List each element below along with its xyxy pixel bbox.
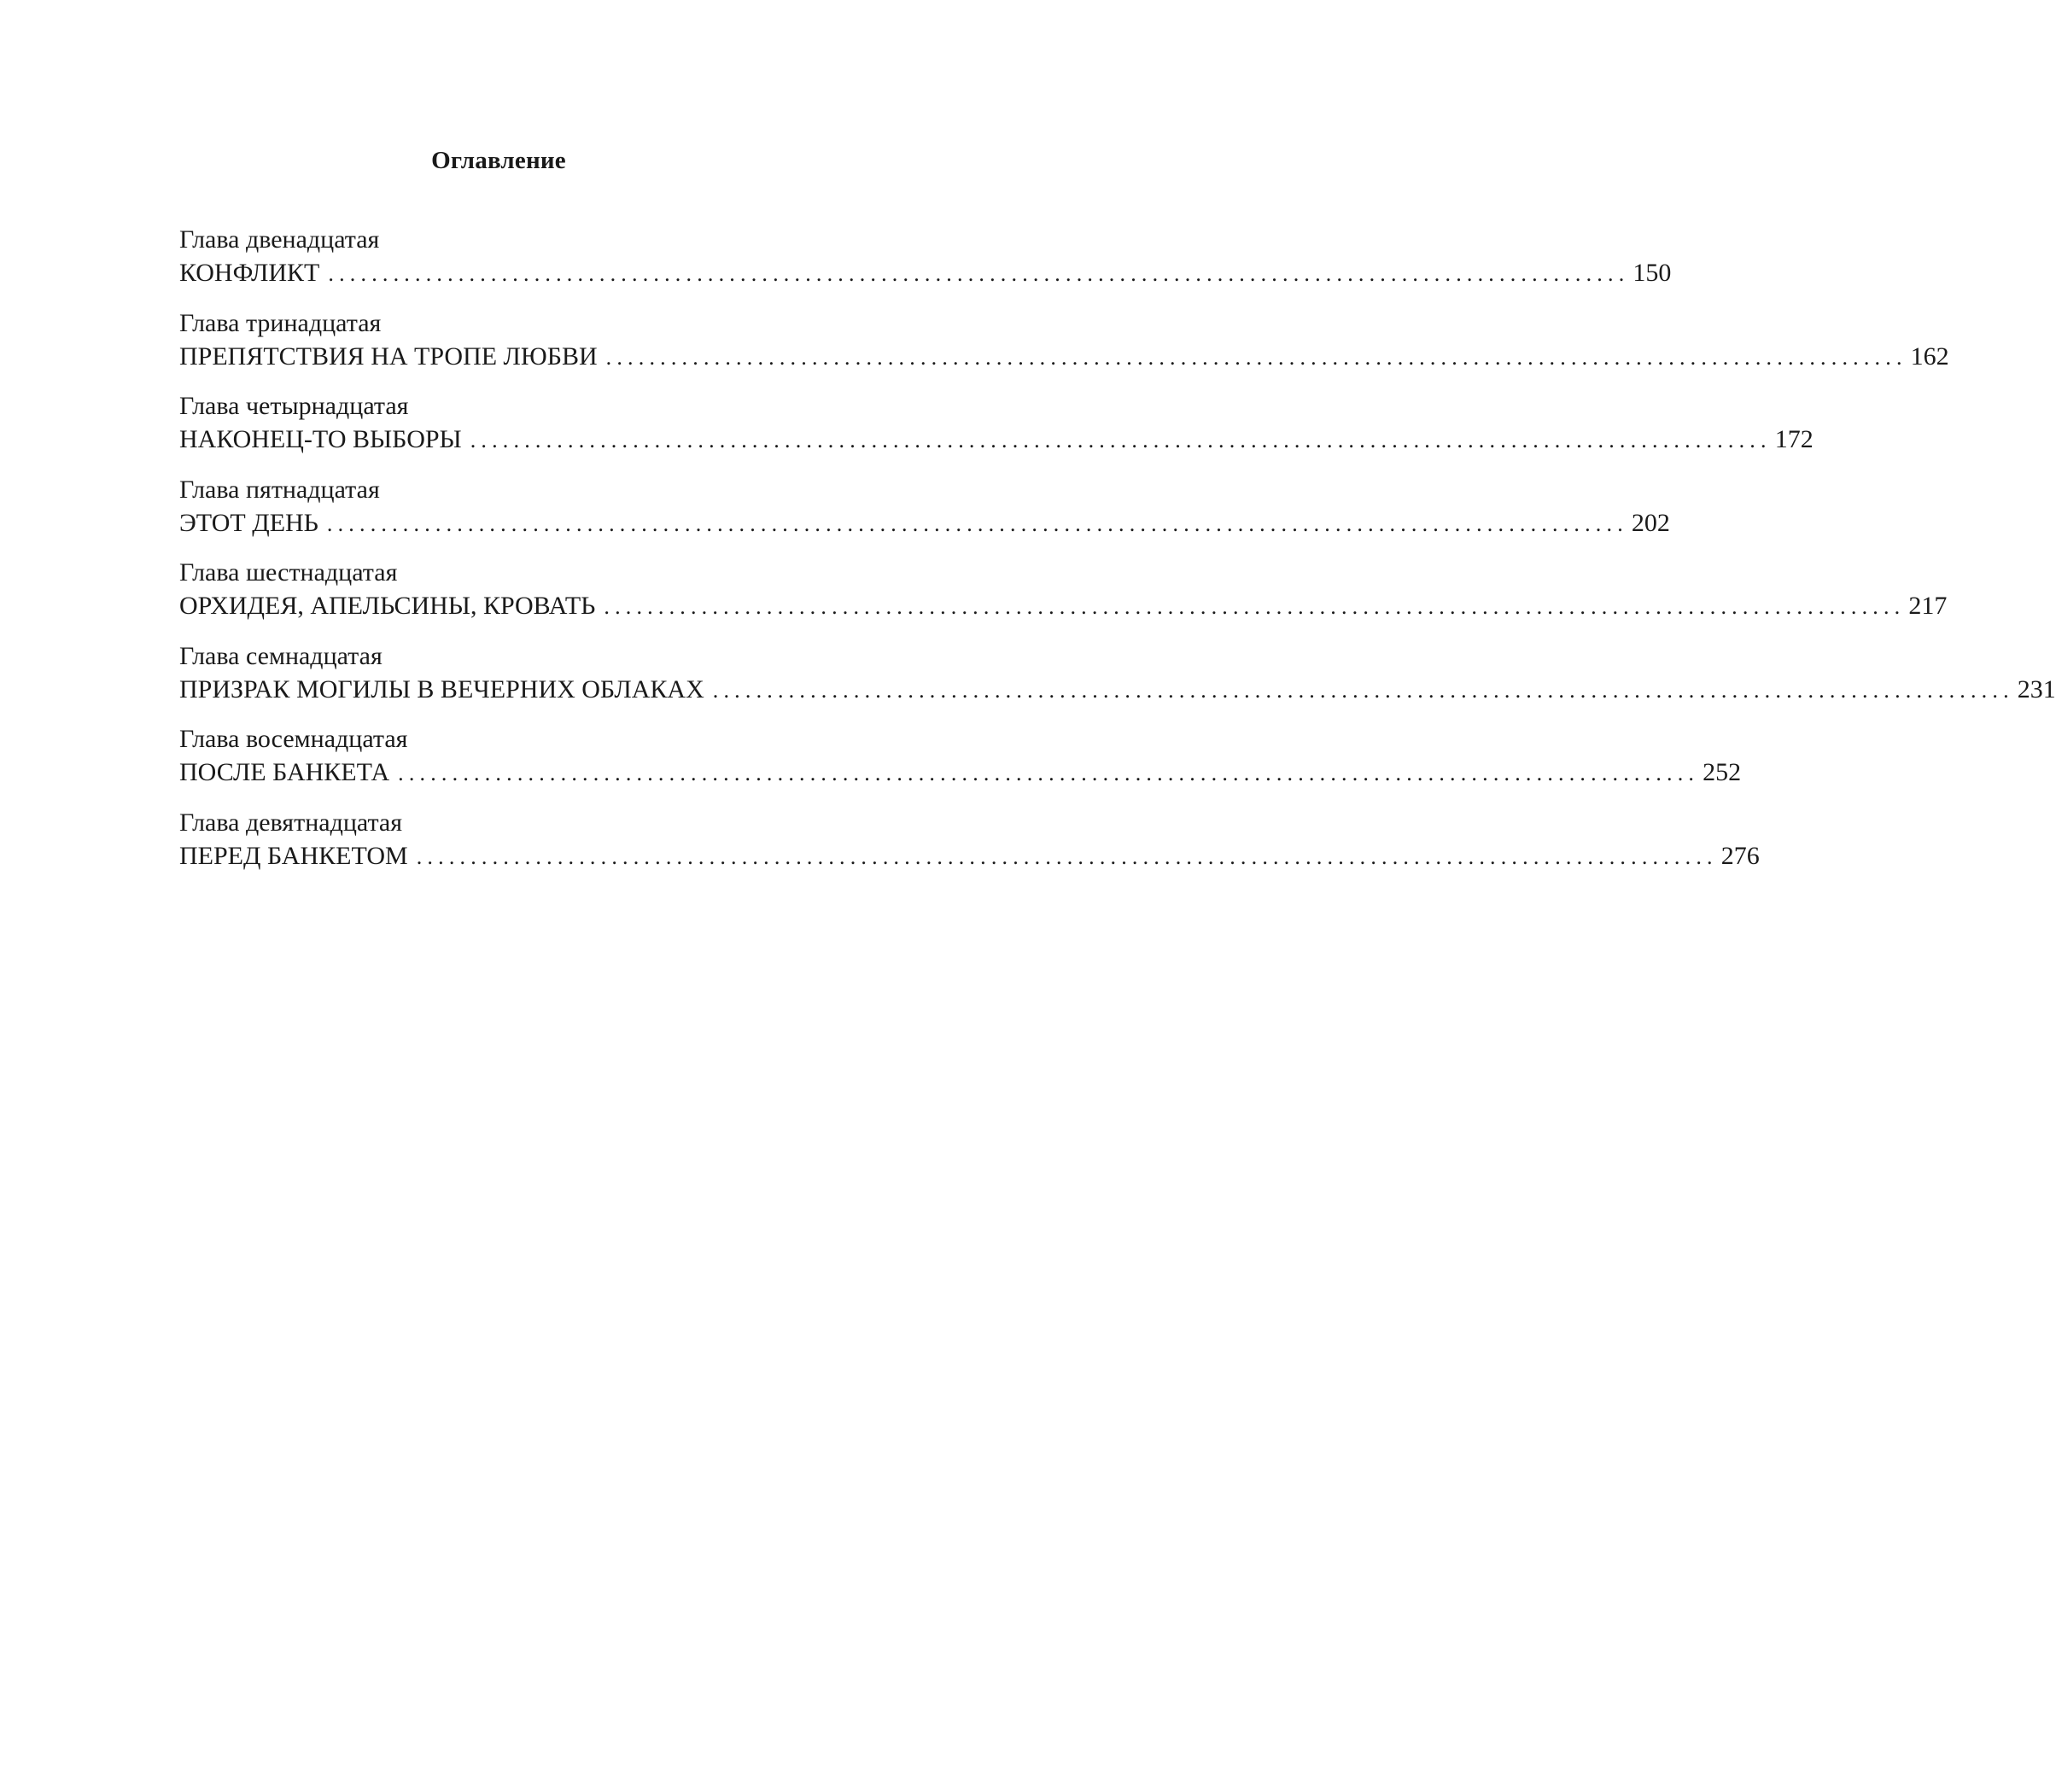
toc-entry	[179, 390, 1814, 474]
toc-entry-line[interactable]	[179, 340, 1949, 374]
chapter-title: ПЕРЕД БАНКЕТОМ	[179, 841, 408, 870]
toc-entry	[179, 723, 1742, 807]
toc-entry-line[interactable]	[179, 756, 1742, 790]
page-number: 231	[2017, 674, 2056, 703]
chapter-label: Глава восемнадцатая	[179, 725, 408, 753]
chapter-label: Глава двенадцатая	[179, 225, 380, 254]
page-number: 217	[1908, 592, 1948, 620]
toc-entry-line[interactable]	[179, 673, 2056, 707]
page-number: 172	[1774, 425, 1814, 453]
chapter-title: ОРХИДЕЯ, АПЕЛЬСИНЫ, КРОВАТЬ	[179, 592, 596, 620]
page-number: 252	[1703, 758, 1742, 786]
page-number: 150	[1633, 259, 1672, 287]
chapter-label: Глава четырнадцатая	[179, 392, 409, 420]
dot-leader: ........................................................................................................................	[712, 677, 2014, 703]
toc-entry	[179, 807, 1760, 890]
chapter-label: Глава шестнадцатая	[179, 558, 398, 587]
chapter-title: НАКОНЕЦ-ТО ВЫБОРЫ	[179, 425, 462, 453]
page-title: Оглавление	[431, 147, 566, 174]
table-of-contents	[179, 224, 2056, 890]
toc-entry-line[interactable]	[179, 423, 1814, 457]
chapter-label: Глава семнадцатая	[179, 641, 383, 670]
chapter-label: Глава тринадцатая	[179, 308, 382, 337]
chapter-label: Глава пятнадцатая	[179, 475, 380, 504]
chapter-title: ПРЕПЯТСТВИЯ НА ТРОПЕ ЛЮБВИ	[179, 341, 598, 371]
chapter-title: ПОСЛЕ БАНКЕТА	[179, 758, 390, 786]
dot-leader: ........................................................................................................................	[328, 261, 1630, 286]
chapter-title: ПРИЗРАК МОГИЛЫ В ВЕЧЕРНИХ ОБЛАКАХ	[179, 674, 704, 703]
chapter-title: ЭТОТ ДЕНЬ	[179, 508, 318, 537]
page-number: 202	[1631, 508, 1670, 537]
dot-leader: ........................................................................................................................	[470, 428, 1772, 452]
chapter-title: КОНФЛИКТ	[179, 259, 320, 287]
toc-entry	[179, 640, 2056, 724]
dot-leader: ........................................................................................................................	[398, 761, 1700, 785]
toc-entry-line[interactable]	[179, 589, 1948, 623]
toc-entry	[179, 307, 1949, 391]
page-number: 276	[1720, 841, 1760, 870]
dot-leader: ........................................................................................................................	[326, 511, 1628, 536]
dot-leader: ........................................................................................................................	[604, 594, 1906, 619]
toc-entry	[179, 224, 1672, 307]
dot-leader: ........................................................................................................................	[605, 344, 1907, 370]
toc-entry-line[interactable]	[179, 506, 1670, 540]
toc-entry-line[interactable]	[179, 256, 1672, 290]
toc-entry	[179, 474, 1670, 557]
toc-entry	[179, 557, 1948, 640]
chapter-label: Глава девятнадцатая	[179, 808, 403, 837]
page-number: 162	[1910, 341, 1949, 371]
dot-leader: ........................................................................................................................	[416, 843, 1718, 869]
toc-entry-line[interactable]	[179, 839, 1760, 873]
